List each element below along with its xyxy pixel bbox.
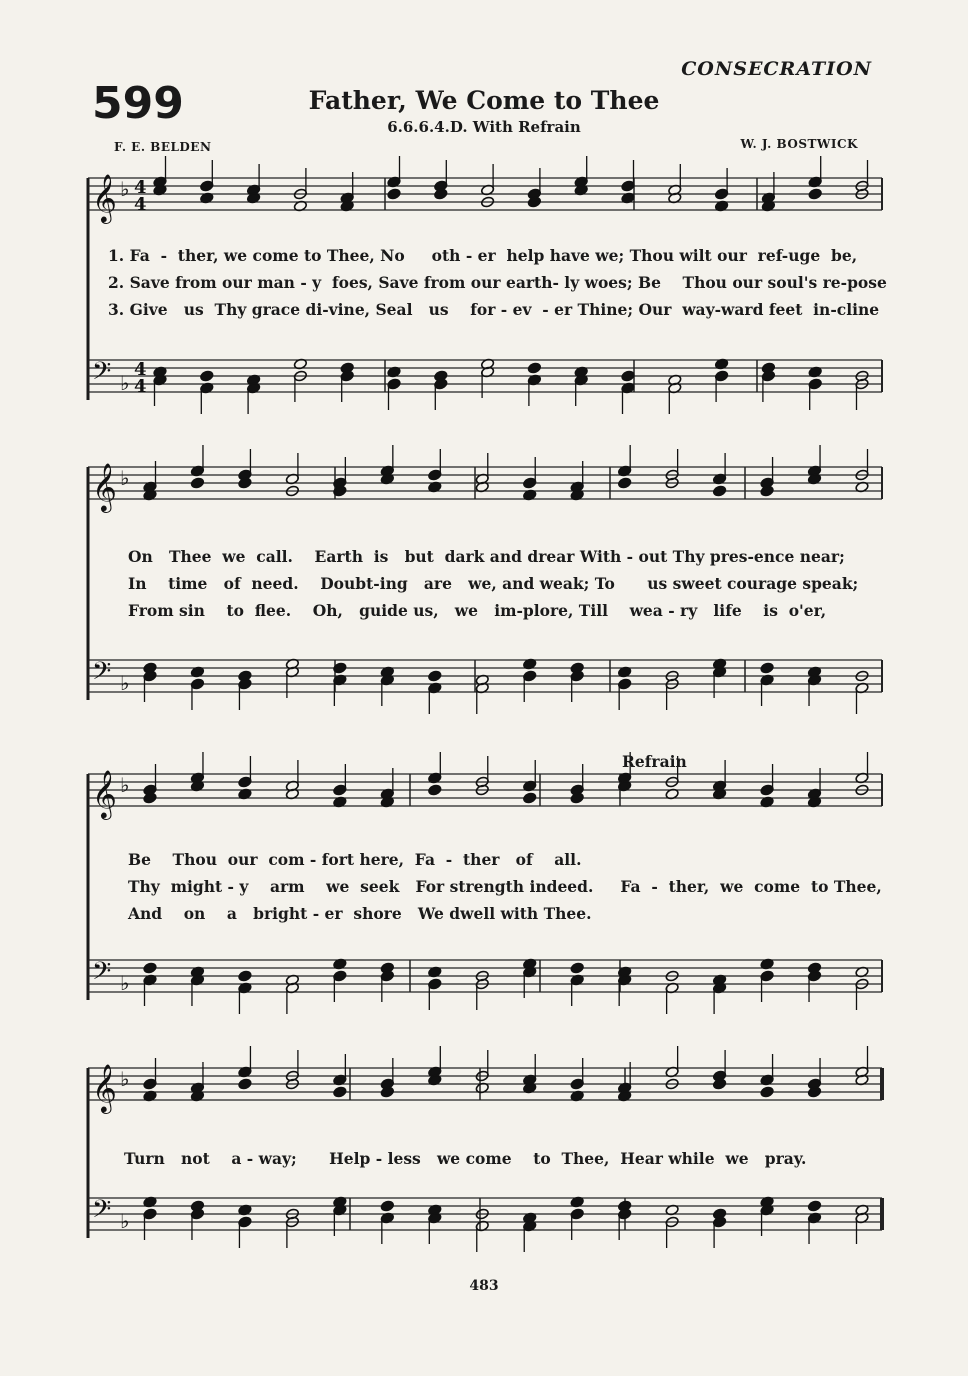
lyric-line: 3. Give us Thy grace di-vine, Seal us for - ev - er Thine; Our way-ward feet in-cline xyxy=(108,300,880,319)
flat-icon: ♭ xyxy=(120,466,130,490)
lyric-line: In time of need. Doubt-ing are we, and weak; To us sweet courage speak; xyxy=(128,574,859,593)
lyricist-credit: F. E. BELDEN xyxy=(114,140,212,154)
note-head xyxy=(618,477,632,489)
treble-clef-icon: 𝄞 xyxy=(92,769,117,818)
flat-icon: ♭ xyxy=(120,1209,130,1233)
flat-icon: ♭ xyxy=(120,177,130,201)
bass-clef-icon: 𝄢 xyxy=(92,957,112,992)
note-head xyxy=(387,188,401,200)
refrain-label: Refrain xyxy=(622,752,687,771)
lyric-line: 2. Save from our man - y foes, Save from our earth- ly woes; Be Thou our soul's re-pose xyxy=(108,273,887,292)
note-head xyxy=(428,670,442,682)
note-head xyxy=(760,662,774,674)
note-head xyxy=(621,370,635,382)
lyric-line: 1. Fa - ther, we come to Thee, No oth - er help have we; Thou wilt our ref-uge be, xyxy=(108,246,858,265)
note-head xyxy=(523,792,537,804)
note-head xyxy=(238,1078,252,1090)
treble-clef-icon: 𝄞 xyxy=(92,1063,117,1112)
lyric-line: Be Thou our com - fort here, Fa - ther of all. xyxy=(128,850,582,869)
section-label: CONSECRATION xyxy=(681,58,872,80)
time-signature-top: 4 xyxy=(134,359,147,380)
note-head xyxy=(428,784,442,796)
flat-icon: ♭ xyxy=(120,773,130,797)
note-head xyxy=(527,362,541,374)
note-head xyxy=(238,970,252,982)
treble-clef-icon: 𝄞 xyxy=(92,462,117,511)
bass-clef-icon: 𝄢 xyxy=(92,357,112,392)
note-head xyxy=(808,188,822,200)
lyric-line: On Thee we call. Earth is but dark and drear With - out Thy pres-ence near; xyxy=(128,547,845,566)
hymn-number: 599 xyxy=(92,78,184,129)
note-head xyxy=(333,1086,347,1098)
note-head xyxy=(570,962,584,974)
lyric-line: Turn not a - way; Help - less we come to Thee, Hear while we pray. xyxy=(124,1149,807,1168)
flat-icon: ♭ xyxy=(120,971,130,995)
time-signature-bottom: 4 xyxy=(134,376,147,397)
note-head xyxy=(760,1086,774,1098)
note-head xyxy=(143,962,157,974)
time-signature-top: 4 xyxy=(134,177,147,198)
note-head xyxy=(190,477,204,489)
flat-icon: ♭ xyxy=(120,671,130,695)
hymn-title: Father, We Come to Thee xyxy=(308,86,660,115)
note-head xyxy=(807,1200,821,1212)
flat-icon: ♭ xyxy=(120,1067,130,1091)
lyric-line: And on a bright - er shore We dwell with Thee. xyxy=(128,904,592,923)
note-head xyxy=(200,370,214,382)
bass-clef-icon: 𝄢 xyxy=(92,657,112,692)
time-signature-bottom: 4 xyxy=(134,194,147,215)
composer-credit: W. J. BOSTWICK xyxy=(740,137,858,151)
hymn-meter: 6.6.6.4.D. With Refrain xyxy=(387,118,581,136)
flat-icon: ♭ xyxy=(120,371,130,395)
note-head xyxy=(713,485,727,497)
treble-clef-icon: 𝄞 xyxy=(92,173,117,222)
bass-clef-icon: 𝄢 xyxy=(92,1195,112,1230)
page-number: 483 xyxy=(469,1278,499,1294)
note-head xyxy=(380,1200,394,1212)
lyric-line: From sin to flee. Oh, guide us, we im-plore, Till wea - ry life is o'er, xyxy=(128,601,827,620)
lyric-line: Thy might - y arm we seek For strength indeed. Fa - ther, we come to Thee, xyxy=(128,877,882,896)
